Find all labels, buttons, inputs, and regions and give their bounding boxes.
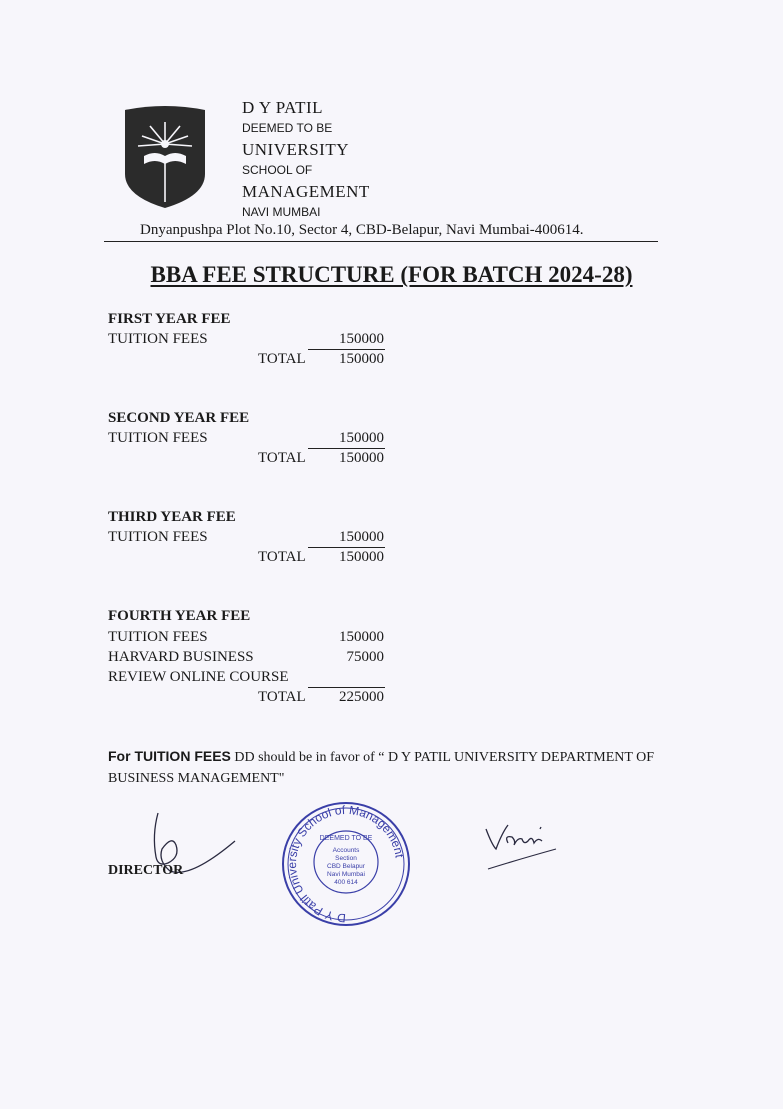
payment-note [108,746,668,789]
fourth-year-heading: FOURTH YEAR FEE [108,608,251,624]
first-year-total-amount: 150000 [339,351,384,367]
svg-text:Navi Mumbai: Navi Mumbai [327,871,365,878]
first-year-tuition-amount: 150000 [339,331,384,347]
payment-note-prefix: For TUITION FEES [108,748,231,764]
first-year-heading: FIRST YEAR FEE [108,311,231,327]
first-year-total-label: TOTAL [258,351,306,367]
third-year-tuition-label: TUITION FEES [108,529,208,545]
fourth-year-total-label: TOTAL [258,689,306,705]
university-logo-icon [122,104,208,210]
fourth-year-total-amount: 225000 [339,689,384,705]
accounts-signature-icon [480,815,570,875]
second-year-tuition-label: TUITION FEES [108,430,208,446]
svg-text:D Y Patil University School of: D Y Patil University School of Management [284,802,407,926]
header-divider [104,241,658,242]
institution-name-line3: UNIVERSITY [242,140,349,159]
third-year-tuition-amount: 150000 [339,529,384,545]
institution-name-line4: SCHOOL OF [242,163,313,177]
second-year-total-amount: 150000 [339,450,384,466]
institution-address: Dnyanpushpa Plot No.10, Sector 4, CBD-Belapur, Navi Mumbai-400614. [140,222,584,238]
document-title: BBA FEE STRUCTURE (FOR BATCH 2024-28) [150,262,633,287]
second-year-tuition-amount: 150000 [339,430,384,446]
first-year-sum-rule [308,349,385,350]
svg-text:400 614: 400 614 [334,879,358,886]
fourth-year-tuition-label: TUITION FEES [108,629,208,645]
third-year-sum-rule [308,547,385,548]
fourth-year-tuition-amount: 150000 [339,629,384,645]
second-year-heading: SECOND YEAR FEE [108,410,250,426]
payment-note-text: DD should be in favor of “ D Y PATIL UNIVERSITY DEPARTMENT OF BUSINESS MANAGEMENT" [108,750,655,786]
third-year-total-amount: 150000 [339,549,384,565]
fourth-year-hbr-label-cont: REVIEW ONLINE COURSE [108,669,289,685]
third-year-heading: THIRD YEAR FEE [108,509,236,525]
director-label: DIRECTOR [108,863,184,878]
fourth-year-hbr-amount: 75000 [346,649,384,665]
svg-text:Accounts: Accounts [332,847,360,854]
fourth-year-hbr-label: HARVARD BUSINESS [108,649,254,665]
institution-name-line2: DEEMED TO BE [242,121,333,135]
fourth-year-sum-rule [308,687,385,688]
first-year-tuition-label: TUITION FEES [108,331,208,347]
institution-name-line5: MANAGEMENT [242,182,370,201]
svg-text:CBD Belapur: CBD Belapur [327,863,365,870]
svg-text:DEEMED TO BE: DEEMED TO BE [319,835,373,842]
svg-text:Section: Section [335,855,357,862]
second-year-total-label: TOTAL [258,450,306,466]
third-year-total-label: TOTAL [258,549,306,565]
institution-name-line6: NAVI MUMBAI [242,205,321,219]
official-stamp-icon [280,800,412,928]
second-year-sum-rule [308,448,385,449]
institution-name-line1: D Y PATIL [242,98,324,117]
